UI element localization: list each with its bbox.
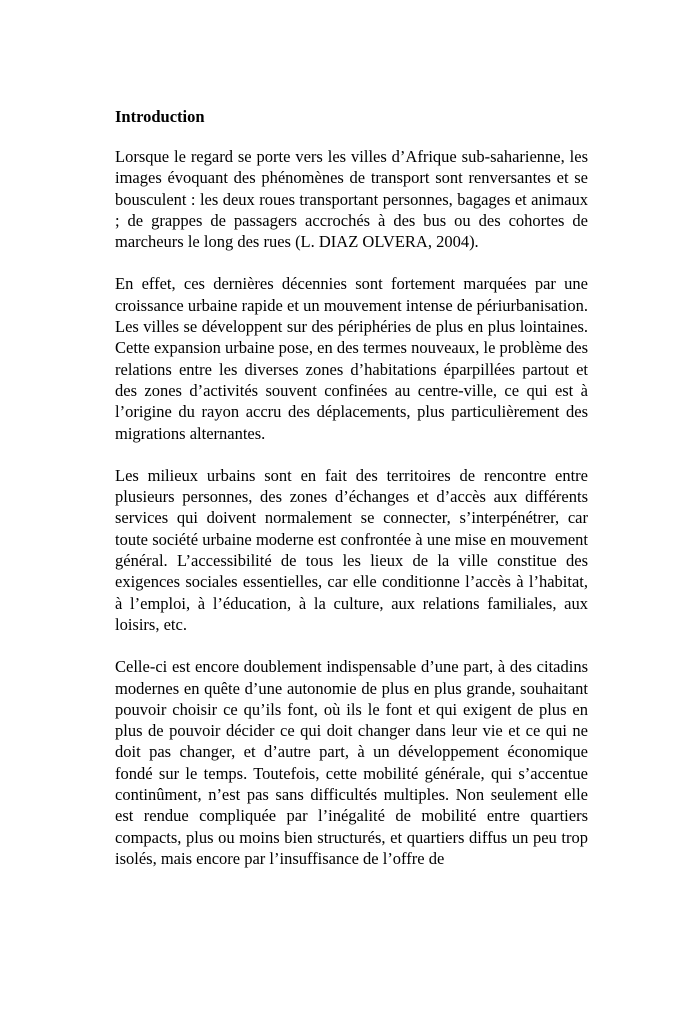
paragraph-1: Lorsque le regard se porte vers les villes d’Afrique sub-saharienne, les images évoquant des phénomènes de transport sont renversantes et se bousculent : les deux roues transportant personnes, bagages et animaux ; de grappes de passagers accrochés à des bus ou des cohortes de marcheurs le long des rues (L. DIAZ OLVERA, 2004). [115,147,588,252]
document-page [115,104,588,890]
paragraph-3: Les milieux urbains sont en fait des territoires de rencontre entre plusieurs personnes, des zones d’échanges et d’accès aux différents services qui doivent normalement se connecter, s’interpénétrer, car toute société urbaine moderne est confrontée à une mise en mouvement général. L’accessibilité de tous les lieux de la ville constitue des exigences sociales essentielles, car elle conditionne l’accès à l’habitat, à l’emploi, à l’éducation, à la culture, aux relations familiales, aux loisirs, etc. [115,465,588,634]
section-heading: Introduction [115,107,205,126]
paragraph-2: En effet, ces dernières décennies sont fortement marquées par une croissance urbaine rapide et un mouvement intense de périurbanisation. Les villes se développent sur des périphéries de plus en plus lointaines. Cette expansion urbaine pose, en des termes nouveaux, le problème des relations entre les diverses zones d’habitations éparpillées partout et des zones d’activités souvent confinées au centre-ville, ce qui est à l’origine du rayon accru des déplacements, plus particulièrement des migrations alternantes. [115,274,588,443]
paragraph-4: Celle-ci est encore doublement indispensable d’une part, à des citadins modernes en quête d’une autonomie de plus en plus grande, souhaitant pouvoir choisir ce qu’ils font, où ils le font et qui exigent de plus en plus de pouvoir décider ce qui doit changer dans leur vie et ce qui ne doit pas changer, et d’autre part, à un développement économique fondé sur le temps. Toutefois, cette mobilité générale, qui s’accentue continûment, n’est pas sans difficultés multiples. Non seulement elle est rendue compliquée par l’inégalité de mobilité entre quartiers compacts, plus ou moins bien structurés, et quartiers diffus un peu trop isolés, mais encore par l’insuffisance de l’offre de [115,657,588,868]
